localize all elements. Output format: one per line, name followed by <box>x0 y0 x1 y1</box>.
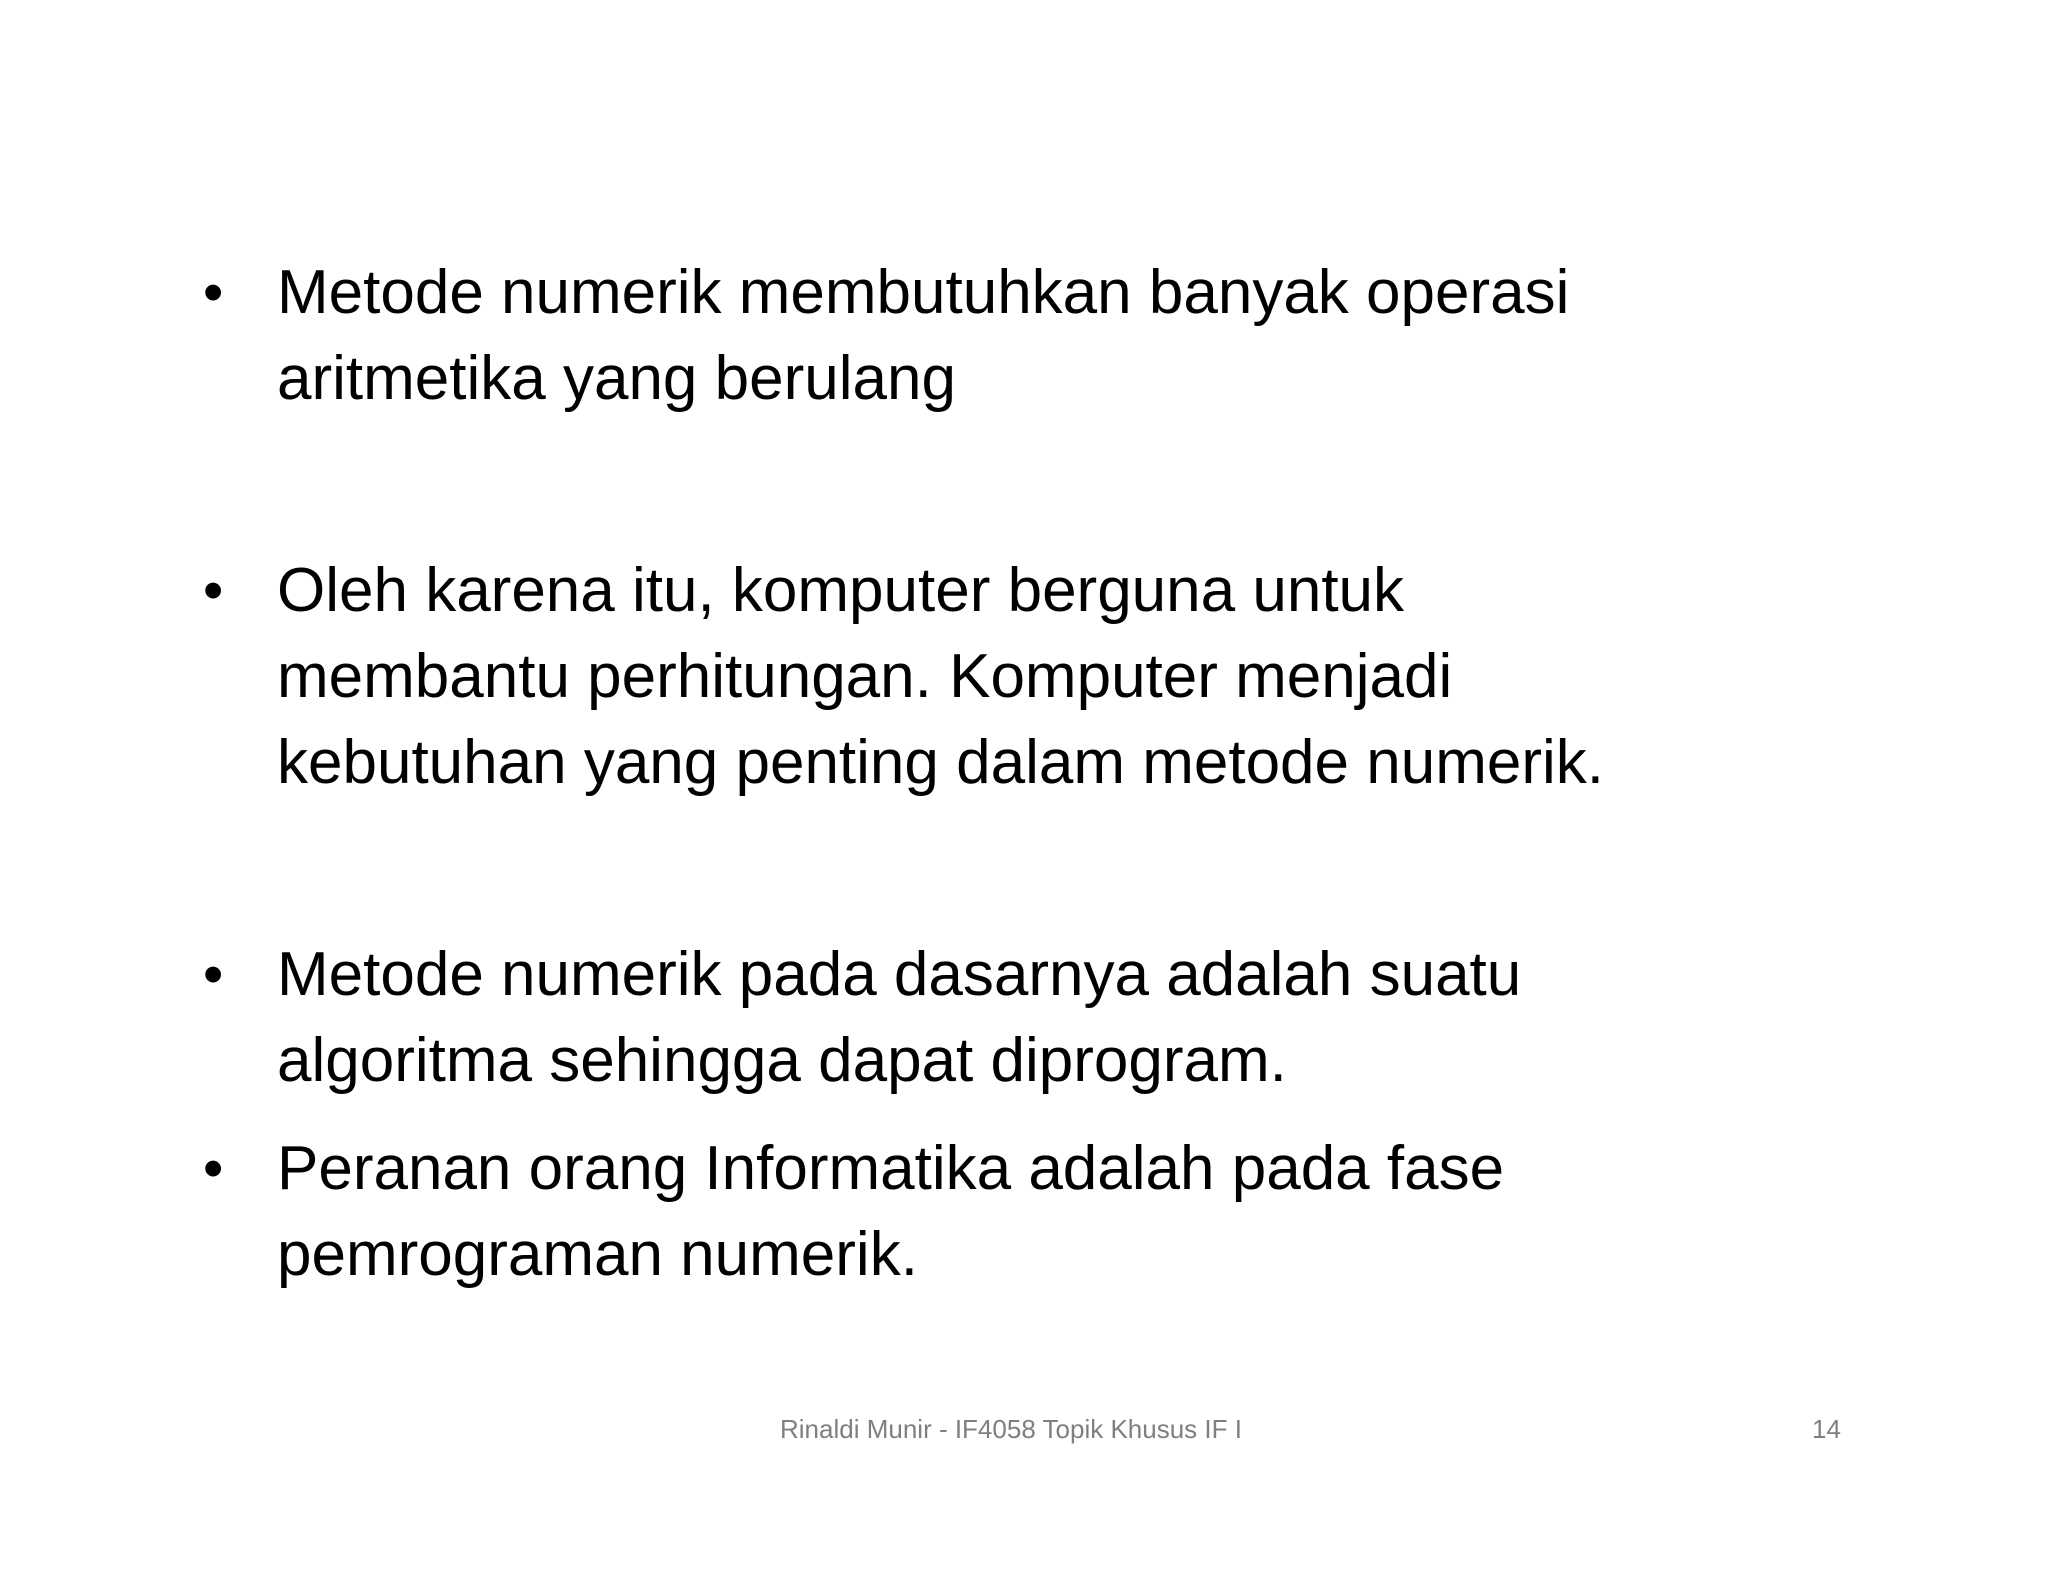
bullet-item <box>195 250 1795 422</box>
bullet-item <box>195 932 1795 1104</box>
bullet-dot-icon: • <box>203 260 224 325</box>
bullet-line: algoritma sehingga dapat diprogram. <box>277 1026 1287 1095</box>
bullet-text <box>277 250 1795 422</box>
bullet-item <box>195 548 1795 806</box>
page-number: 14 <box>1812 1414 1841 1444</box>
bullet-dot-icon: • <box>203 942 224 1007</box>
bullet-line: membantu perhitungan. Komputer menjadi <box>277 642 1453 711</box>
bullet-line: Metode numerik pada dasarnya adalah suatu <box>277 940 1522 1009</box>
bullet-text <box>277 1126 1795 1298</box>
bullet-line: Metode numerik membutuhkan banyak operasi <box>277 258 1570 327</box>
bullet-line: Peranan orang Informatika adalah pada fase <box>277 1134 1505 1203</box>
slide-footer: Rinaldi Munir - IF4058 Topik Khusus IF I <box>780 1414 1242 1444</box>
bullet-text <box>277 932 1795 1104</box>
bullet-text <box>277 548 1795 806</box>
bullet-line: kebutuhan yang penting dalam metode numerik. <box>277 728 1604 797</box>
bullet-dot-icon: • <box>203 1136 224 1201</box>
bullet-line: pemrograman numerik. <box>277 1220 918 1289</box>
bullet-line: aritmetika yang berulang <box>277 344 956 413</box>
bullet-dot-icon: • <box>203 558 224 623</box>
bullet-item <box>195 1126 1795 1298</box>
bullet-line: Oleh karena itu, komputer berguna untuk <box>277 556 1405 625</box>
